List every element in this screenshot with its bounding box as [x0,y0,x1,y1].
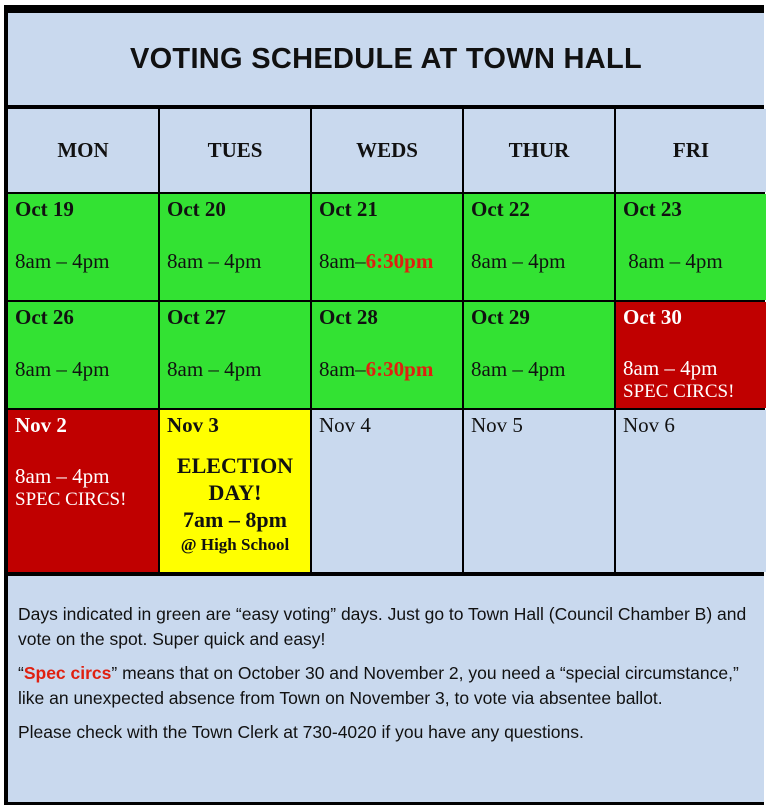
cell-date: Nov 6 [623,413,675,437]
cell-date: Oct 27 [167,305,226,329]
cell-hours: 8am – 4pm [15,357,110,381]
day-cell-oct-22 [464,194,614,300]
cell-hours [319,357,462,382]
day-header-tues [160,109,310,192]
note-spec-circs-text: ” means that on October 30 and November 2, you need a “special circumstance,” like an unexpected absence from Town on November 3, to vote via absentee ballot. [18,663,739,708]
day-cell-oct-28 [312,302,462,408]
cell-date: Nov 3 [167,413,219,437]
note-easy-voting: Days indicated in green are “easy voting” days. Just go to Town Hall (Council Chamber B) and vote on the spot. Super quick and easy! [18,604,747,649]
day-header-label: FRI [672,138,710,162]
day-header-label: MON [57,138,109,162]
cell-hours: 8am – 4pm [623,249,723,273]
day-cell-oct-23 [616,194,766,300]
hours-extended-end: 6:30pm [365,249,434,273]
election-day-label: DAY! [208,480,262,505]
day-header-label: THUR [508,138,570,162]
cell-hours: 8am – 4pm [15,464,110,488]
cell-date: Oct 23 [623,197,682,221]
cell-date: Oct 22 [471,197,530,221]
title-banner [8,13,764,105]
cell-date: Nov 5 [471,413,523,437]
day-cell-oct-19 [8,194,158,300]
election-hours: 7am – 8pm [183,507,287,532]
note-spec-circs [18,661,756,711]
cell-hours: 8am – 4pm [167,249,262,273]
day-cell-nov-5 [464,410,614,572]
cell-date: Oct 29 [471,305,530,329]
cell-hours: 8am – 4pm [15,249,110,273]
day-header-thur [464,109,614,192]
day-header-weds [312,109,462,192]
day-header-mon [8,109,158,192]
day-cell-oct-20 [160,194,310,300]
day-cell-oct-29 [464,302,614,408]
cell-date: Oct 19 [15,197,74,221]
cell-hours: 8am – 4pm [471,249,566,273]
election-label: ELECTION [176,453,294,478]
day-cell-oct-27 [160,302,310,408]
cell-date: Oct 20 [167,197,226,221]
note-contact: Please check with the Town Clerk at 730-4020 if you have any questions. [18,722,584,742]
election-location: @ High School [180,535,290,554]
cell-date: Oct 30 [623,305,682,329]
spec-circs-term: Spec circs [23,663,112,683]
cell-hours [319,249,462,274]
cell-hours: 8am – 4pm [167,357,262,381]
day-cell-nov-2 [8,410,158,572]
hours-start: 8am– [319,357,366,381]
schedule-frame [4,5,764,805]
day-cell-nov-3-election [160,410,310,572]
hours-start: 8am– [319,249,366,273]
day-cell-oct-30 [616,302,766,408]
cell-hours: 8am – 4pm [623,356,718,380]
day-cell-oct-21 [312,194,462,300]
day-cell-oct-26 [8,302,158,408]
schedule-table [8,109,765,572]
quote-open: “ [18,663,24,683]
spec-circs-note: SPEC CIRCS! [623,381,735,402]
notes-panel [8,576,764,802]
cell-date: Nov 2 [15,413,67,437]
spec-circs-note: SPEC CIRCS! [15,489,127,510]
day-cell-nov-6 [616,410,766,572]
cell-hours: 8am – 4pm [471,357,566,381]
day-cell-nov-4 [312,410,462,572]
day-header-fri [616,109,766,192]
page-title: VOTING SCHEDULE AT TOWN HALL [129,42,643,75]
day-header-label: TUES [207,138,263,162]
cell-date: Nov 4 [319,413,371,437]
cell-date: Oct 26 [15,305,74,329]
hours-extended-end: 6:30pm [365,357,434,381]
day-header-label: WEDS [356,138,418,162]
cell-date: Oct 21 [319,197,378,221]
cell-date: Oct 28 [319,305,378,329]
